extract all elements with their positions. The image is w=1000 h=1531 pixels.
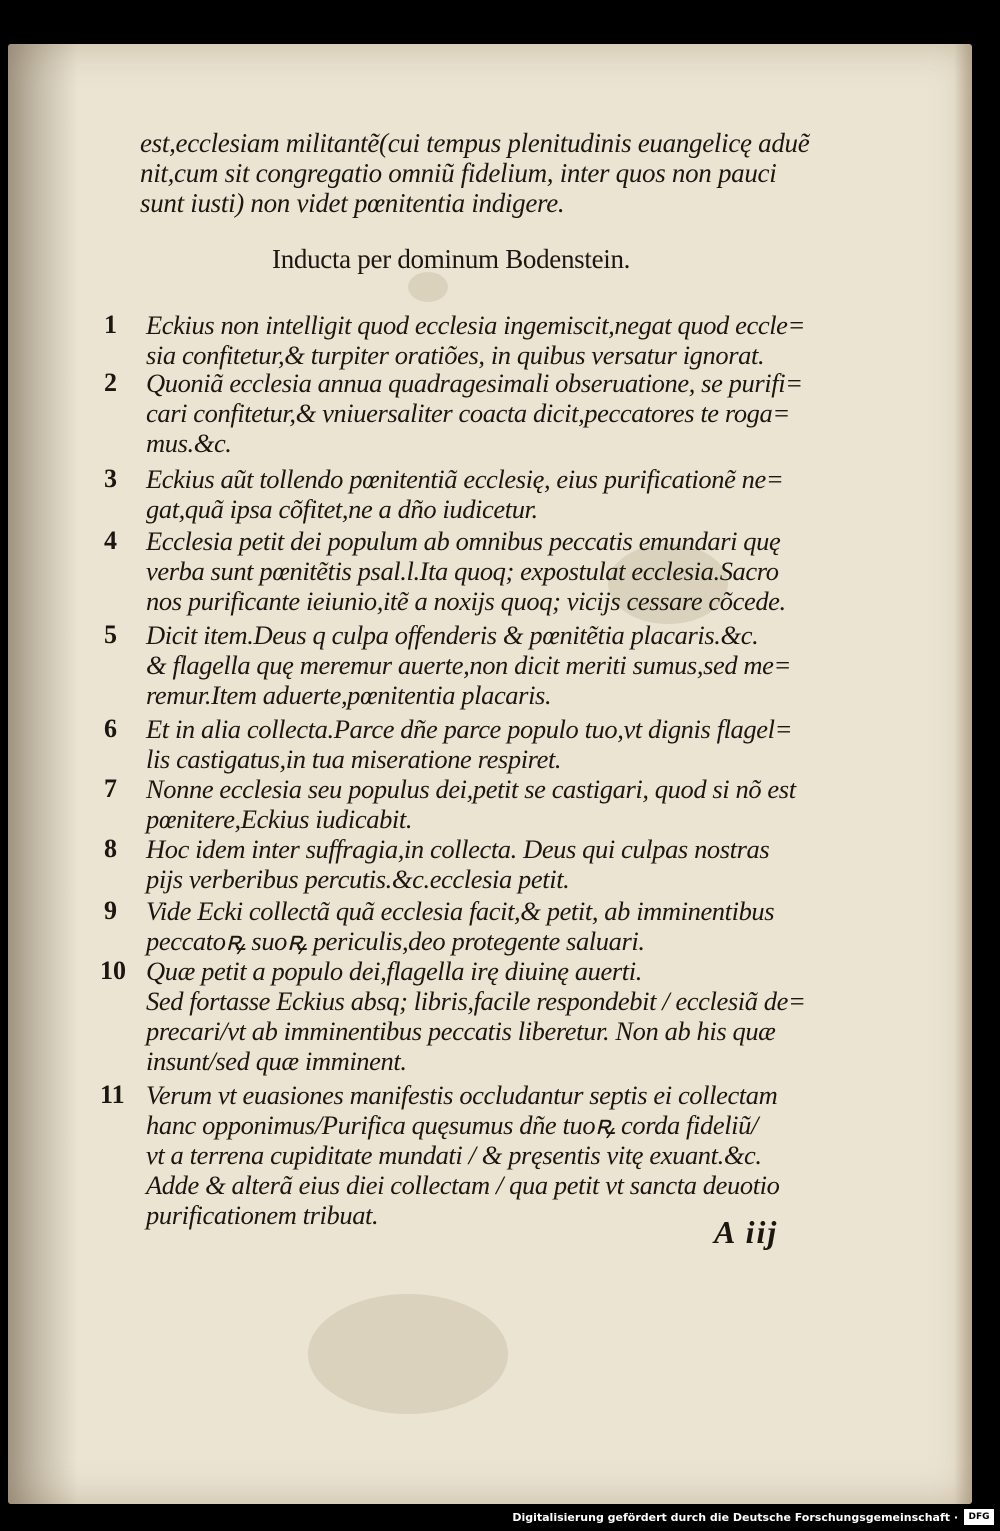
thesis-line: Verum vt euasiones manifestis occludantur septis ei collectam [146, 1080, 778, 1110]
thesis-line: Hoc idem inter suffragia,in collecta. Deus qui culpas nostras [146, 834, 770, 864]
thesis-line: mus.&c. [146, 428, 232, 458]
footer-credit: Digitalisierung gefördert durch die Deutsche Forschungsgemeinschaft · [512, 1511, 958, 1524]
thesis-line: purificationem tribuat. [146, 1200, 379, 1230]
thesis-number: 4 [104, 526, 117, 555]
thesis-line: Et in alia collecta.Parce dñe parce populo tuo,vt dignis flagel= [146, 714, 793, 744]
thesis-line: Vide Ecki collectã quã ecclesia facit,& petit, ab imminentibus [146, 896, 775, 926]
thesis-line: sia confitetur,& turpiter oratiões, in quibus versatur ignorat. [146, 340, 765, 370]
thesis-line: pœnitere,Eckius iudicabit. [146, 804, 413, 834]
thesis-line: lis castigatus,in tua miseratione respiret. [146, 744, 562, 774]
thesis-line: pijs verberibus percutis.&c.ecclesia petit. [146, 864, 570, 894]
intro-line-3: sunt iusti) non videt pœnitentia indigere. [140, 188, 565, 218]
thesis-line: Sed fortasse Eckius absq; libris,facile respondebit / ecclesiã de= [146, 986, 806, 1016]
digitization-footer [0, 1504, 1000, 1531]
thesis-line: cari confitetur,& vniuersaliter coacta dicit,peccatores te roga= [146, 398, 790, 428]
thesis-line: gat,quã ipsa cõfitet,ne a dño iudicetur. [146, 494, 538, 524]
intro-line-2: nit,cum sit congregatio omniũ fidelium, inter quos non pauci [140, 158, 777, 188]
page-text [8, 44, 972, 1504]
thesis-line: Dicit item.Deus q culpa offenderis & pœnitẽtia placaris.&c. [146, 620, 759, 650]
thesis-line: precari/vt ab imminentibus peccatis liberetur. Non ab his quæ [146, 1016, 776, 1046]
thesis-number: 9 [104, 896, 117, 925]
thesis-number: 1 [104, 310, 117, 339]
thesis-number: 11 [100, 1080, 125, 1109]
thesis-line: remur.Item aduerte,pœnitentia placaris. [146, 680, 552, 710]
thesis-line: nos purificante ieiunio,itẽ a noxijs quoq; vicijs cessare cõcede. [146, 586, 786, 616]
thesis-number: 3 [104, 464, 117, 493]
thesis-line: peccatoꝶ suoꝶ periculis,deo protegente saluari. [146, 926, 645, 956]
thesis-line: insunt/sed quæ imminent. [146, 1046, 407, 1076]
thesis-line: Ecclesia petit dei populum ab omnibus peccatis emundari quę [146, 526, 781, 556]
thesis-number: 5 [104, 620, 117, 649]
dfg-logo: DFG [964, 1509, 994, 1525]
thesis-line: & flagella quę meremur auerte,non dicit meriti sumus,sed me= [146, 650, 791, 680]
signature-mark: A iij [714, 1214, 779, 1250]
thesis-line: verba sunt pœnitẽtis psal.l.Ita quoq; expostulat ecclesia.Sacro [146, 556, 779, 586]
thesis-line: hanc opponimus/Purifica quęsumus dñe tuoꝶ corda fideliũ/ [146, 1110, 758, 1140]
thesis-line: Nonne ecclesia seu populus dei,petit se castigari, quod si nõ est [146, 774, 796, 804]
thesis-line: Quæ petit a populo dei,flagella irę diuinę auerti. [146, 956, 642, 986]
thesis-number: 6 [104, 714, 117, 743]
thesis-line: Eckius non intelligit quod ecclesia ingemiscit,negat quod eccle= [146, 310, 806, 340]
thesis-line: Eckius aũt tollendo pœnitentiã ecclesię, eius purificationẽ ne= [146, 464, 784, 494]
thesis-number: 2 [104, 368, 117, 397]
thesis-line: vt a terrena cupiditate mundati / & pręsentis vitę exuant.&c. [146, 1140, 762, 1170]
thesis-number: 7 [104, 774, 117, 803]
intro-line-1: est,ecclesiam militantẽ(cui tempus plenitudinis euangelicę aduẽ [140, 128, 810, 158]
thesis-line: Adde & alterã eius diei collectam / qua petit vt sancta deuotio [146, 1170, 780, 1200]
thesis-number: 8 [104, 834, 117, 863]
thesis-number: 10 [100, 956, 126, 985]
section-heading: Inducta per dominum Bodenstein. [272, 244, 631, 274]
book-page [8, 44, 972, 1504]
thesis-line: Quoniã ecclesia annua quadragesimali obseruatione, se purifi= [146, 368, 803, 398]
